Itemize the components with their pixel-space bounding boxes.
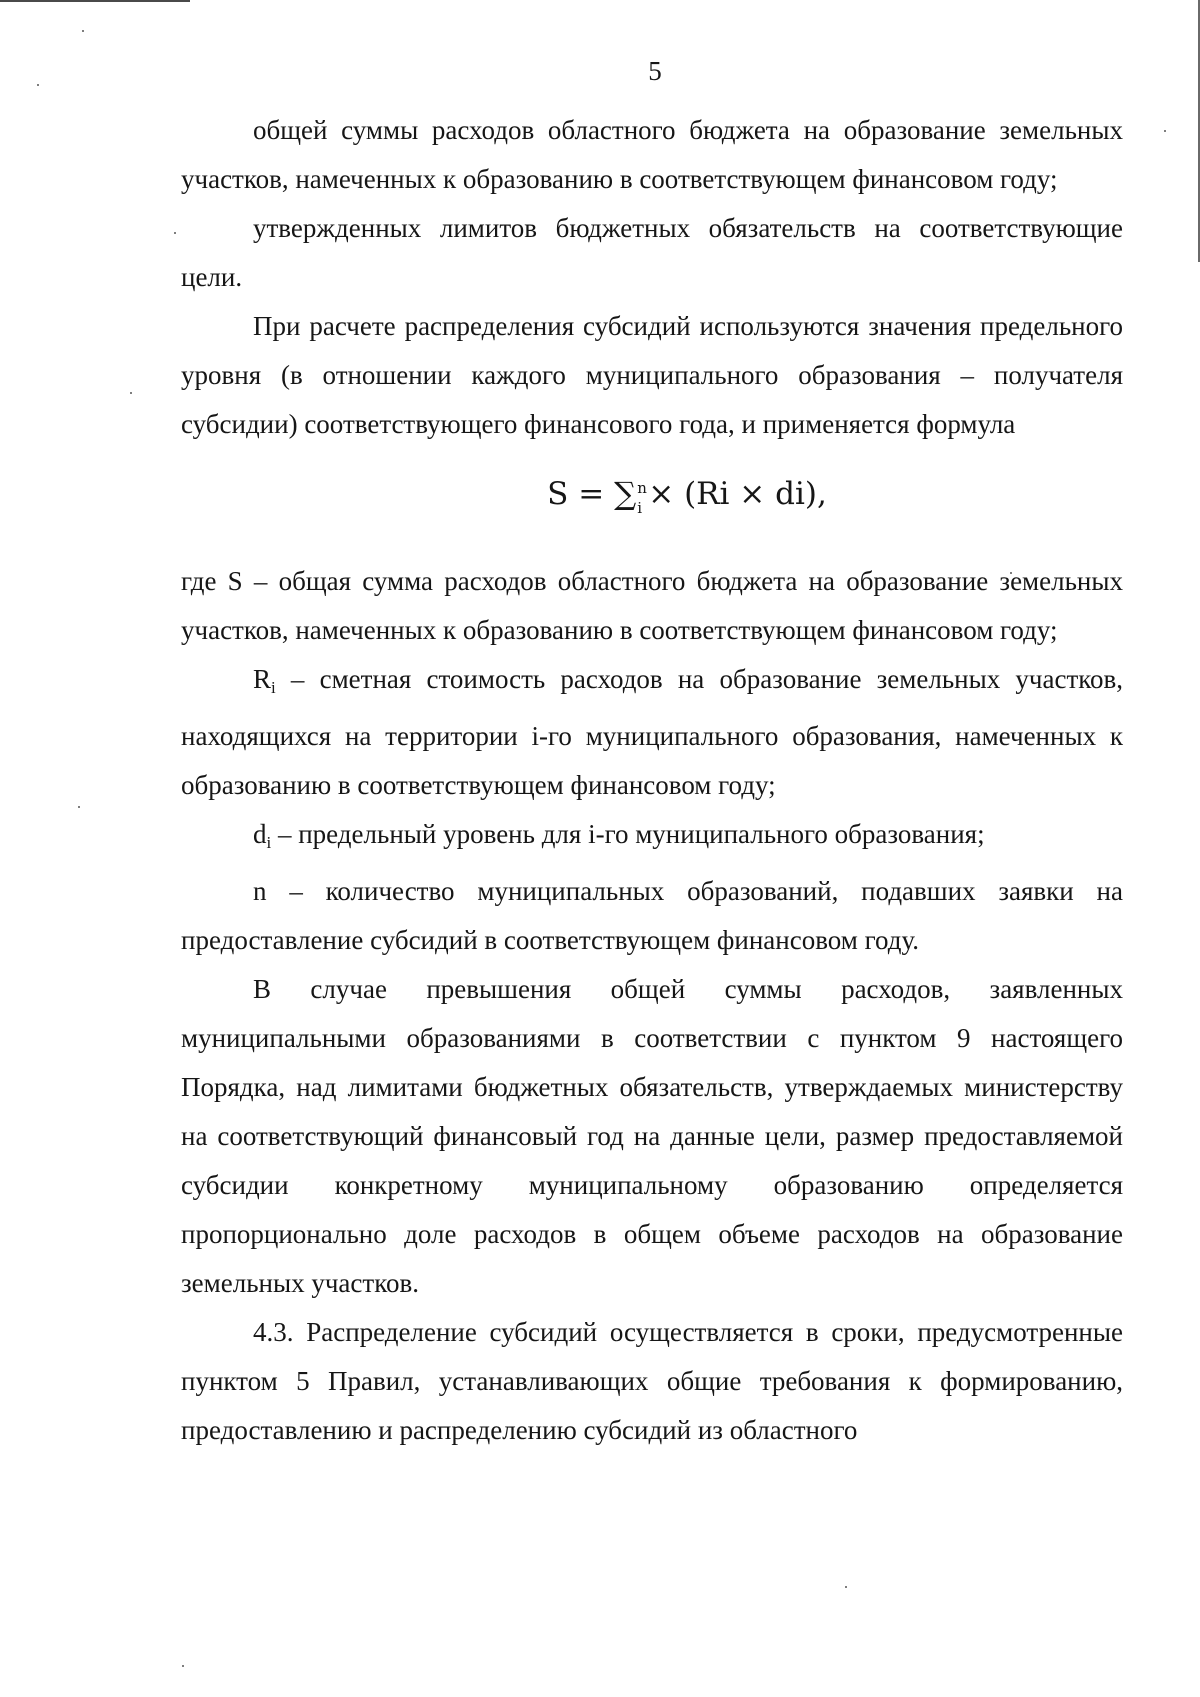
formula-lhs: S = [547, 476, 615, 512]
symbol-r: R [253, 664, 272, 694]
paragraph-approved-limits: утвержденных лимитов бюджетных обязательств на соответствующие цели. [181, 213, 1123, 292]
symbol-sub-i: i [266, 833, 272, 852]
formula-limits [636, 474, 648, 517]
formula-block [181, 449, 1123, 557]
scan-artifact-dot [78, 806, 80, 808]
scan-artifact-dot [1164, 130, 1166, 132]
symbol-d: d [253, 819, 267, 849]
paragraph-budget-sum: общей суммы расходов областного бюджета на образование земельных участков, намеченных к образованию в соответствующем финансовом году; [181, 115, 1123, 194]
scan-artifact-dot [130, 392, 132, 394]
paragraph-calculation: При расчете распределения субсидий используются значения предельного уровня (в отношении каждого муниципального образования – получателя субсидии) соответствующего финансового года, и применяется формула [181, 311, 1123, 439]
formula [181, 474, 1123, 517]
paragraph-di [181, 810, 1123, 867]
formula-body: × (Ri × di), [648, 476, 827, 512]
formula-sigma-sub: i [637, 499, 643, 517]
scan-artifact-dot [82, 30, 84, 32]
page-number: 5 [648, 56, 662, 86]
formula-sigma: ∑ [614, 476, 637, 512]
paragraph-ri [181, 655, 1123, 810]
symbol-sub-i: i [271, 678, 276, 697]
paragraph-ri-text: – сметная стоимость расходов на образование земельных участков, находящихся на территории i-го муниципального образования, намеченных к образованию в соответствующем финансовом году; [181, 664, 1123, 800]
paragraph-excess: В случае превышения общей суммы расходов, заявленных муниципальными образованиями в соответствии с пунктом 9 настоящего Порядка, над лимитами бюджетных обязательств, утверждаемых министерству на соответствующий финансовый год на данные цели, размер предоставляемой субсидии конкретному муниципальному образованию определяется пропорционально доле расходов в общем объеме расходов на образование земельных участков. [181, 974, 1123, 1298]
scan-artifact-dot [182, 1665, 184, 1667]
paragraph-di-text: – предельный уровень для i-го муниципального образования; [271, 819, 985, 849]
paragraph-n: n – количество муниципальных образований, подавших заявки на предоставление субсидий в соответствующем финансовом году. [181, 876, 1123, 955]
document-body [181, 106, 1123, 1455]
paragraph-where-s: где S – общая сумма расходов областного бюджета на образование земельных участков, намеченных к образованию в соответствующем финансовом году; [181, 566, 1123, 645]
scan-artifact-dot [845, 1586, 847, 1588]
scan-artifact-dot [174, 232, 176, 234]
paragraph-4-3: 4.3. Распределение субсидий осуществляется в сроки, предусмотренные пунктом 5 Правил, устанавливающих общие требования к формированию, предоставлению и распределению субсидий из областного [181, 1317, 1123, 1445]
scan-artifact-line [0, 0, 190, 2]
formula-sigma-sup: n [637, 479, 647, 497]
